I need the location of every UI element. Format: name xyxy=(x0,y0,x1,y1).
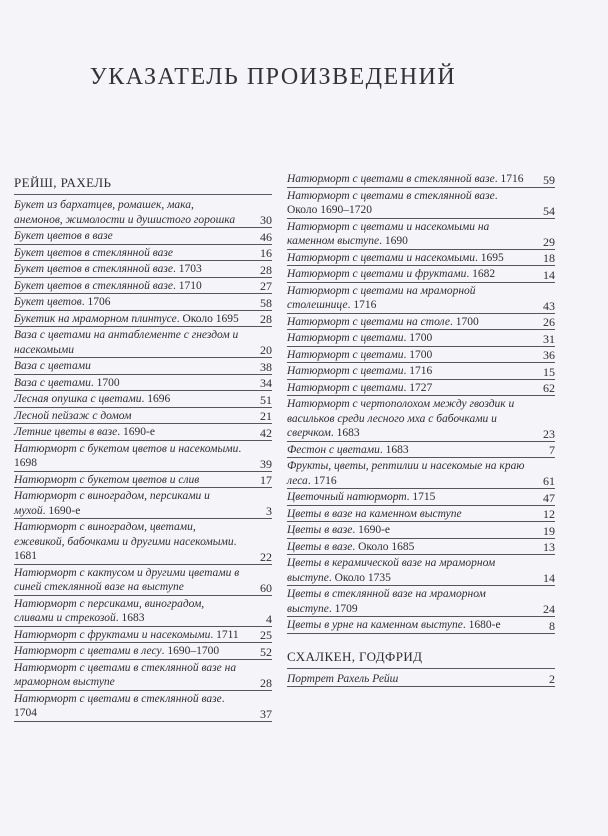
entry-title: Натюрморт с букетом цветов и насекомыми. 1698 xyxy=(14,442,242,469)
entry-title: Натюрморт с цветами в стеклянной вазе. 1716 xyxy=(287,173,524,185)
entry-page-number: 60 xyxy=(260,580,272,595)
entry-page-number: 8 xyxy=(549,618,555,633)
entry-title: Натюрморт с цветами. 1727 xyxy=(287,381,433,394)
entry-title: Натюрморт с фруктами и насекомыми. 1711 xyxy=(14,628,239,641)
right-column xyxy=(287,172,555,688)
entry-page-number: 28 xyxy=(260,262,272,277)
index-entry xyxy=(287,459,555,489)
index-entry xyxy=(287,556,555,586)
entry-page-number: 52 xyxy=(260,644,272,659)
entry-list-left xyxy=(14,198,272,722)
index-entry xyxy=(14,473,272,489)
entry-title: Букет цветов в вазе xyxy=(14,230,113,242)
entry-title: Букет цветов в стеклянной вазе. 1710 xyxy=(14,279,202,292)
entry-title: Портрет Рахель Рейш xyxy=(287,672,399,685)
entry-title: Натюрморт с цветами и фруктами. 1682 xyxy=(287,268,496,280)
entry-page-number: 25 xyxy=(260,628,272,642)
index-entry xyxy=(14,262,272,278)
index-entry xyxy=(287,172,555,188)
index-entry xyxy=(14,198,272,228)
entry-page-number: 36 xyxy=(543,348,555,362)
entry-page-number: 39 xyxy=(260,456,272,471)
index-entry xyxy=(287,397,555,442)
index-entry xyxy=(287,540,555,556)
entry-title: Букет из бархатцев, ромашек, мака, анемонов, жимолости и душистого горошка xyxy=(14,199,236,226)
index-entry xyxy=(14,566,272,596)
entry-page-number: 17 xyxy=(260,473,272,487)
entry-page-number: 15 xyxy=(543,364,555,379)
entry-page-number: 30 xyxy=(260,213,272,227)
index-entry xyxy=(287,251,555,267)
index-entry xyxy=(14,628,272,644)
entry-title: Летние цветы в вазе. 1690-е xyxy=(14,426,155,438)
entry-title: Натюрморт с цветами. 1700 xyxy=(287,332,433,344)
index-entry xyxy=(14,359,272,375)
entry-title: Лесной пейзаж с домом xyxy=(14,409,132,422)
index-entry xyxy=(287,364,555,380)
entry-page-number: 26 xyxy=(543,315,555,329)
entry-page-number: 21 xyxy=(260,409,272,423)
index-entry xyxy=(14,392,272,408)
entry-page-number: 51 xyxy=(260,392,272,407)
index-entry xyxy=(14,229,272,245)
entry-list-right xyxy=(287,172,555,634)
index-entry xyxy=(14,644,272,660)
index-entry xyxy=(287,523,555,539)
index-entry xyxy=(287,587,555,617)
entry-page-number: 24 xyxy=(543,602,555,616)
index-entry xyxy=(14,520,272,565)
index-entry xyxy=(287,189,555,219)
entry-page-number: 29 xyxy=(543,234,555,249)
entry-title: Ваза с цветами на антаблементе с гнездом и насекомыми xyxy=(14,329,239,356)
entry-page-number: 14 xyxy=(543,267,555,282)
entry-title: Цветы в вазе. Около 1685 xyxy=(287,540,415,553)
index-entry xyxy=(287,672,555,688)
entry-title: Букет цветов в стеклянной вазе. 1703 xyxy=(14,263,202,275)
entry-title: Ваза с цветами. 1700 xyxy=(14,376,120,389)
entry-page-number: 47 xyxy=(543,490,555,505)
entry-title: Букет цветов. 1706 xyxy=(14,296,111,308)
entry-title: Натюрморт с цветами и насекомыми. 1695 xyxy=(287,251,504,264)
entry-title: Цветочный натюрморт. 1715 xyxy=(287,491,436,503)
entry-title: Натюрморт с чертополохом между гвоздик и васильков среди лесного мха с бабочками и сверчком. 1683 xyxy=(287,398,515,439)
index-entry xyxy=(14,425,272,441)
index-entry xyxy=(14,312,272,328)
entry-page-number: 16 xyxy=(260,246,272,260)
index-entry xyxy=(14,661,272,691)
entry-page-number: 4 xyxy=(266,611,272,626)
entry-title: Натюрморт с цветами на мраморной столешнице. 1716 xyxy=(287,284,476,311)
index-entry xyxy=(14,409,272,425)
entry-page-number: 43 xyxy=(543,298,555,313)
entry-title: Цветы в урне на каменном выступе. 1680-е xyxy=(287,619,501,631)
entry-title: Цветы в вазе на каменном выступе xyxy=(287,507,462,520)
index-entry xyxy=(287,315,555,331)
entry-title: Натюрморт с виноградом, персиками и мухой. 1690-е xyxy=(14,490,210,517)
entry-title: Натюрморт с цветами. 1716 xyxy=(287,365,433,377)
index-entry xyxy=(287,443,555,459)
entry-page-number: 34 xyxy=(260,376,272,390)
entry-page-number: 58 xyxy=(260,295,272,310)
author-heading-ruysch: РЕЙШ, РАХЕЛЬ xyxy=(14,172,272,195)
entry-title: Натюрморт с цветами в стеклянной вазе на мраморном выступе xyxy=(14,661,237,688)
index-entry xyxy=(287,490,555,506)
entry-page-number: 27 xyxy=(260,279,272,293)
entry-page-number: 13 xyxy=(543,540,555,554)
index-entry xyxy=(287,284,555,314)
entry-page-number: 23 xyxy=(543,426,555,441)
entry-title: Фрукты, цветы, рептилии и насекомые на краю леса. 1716 xyxy=(287,460,525,487)
entry-title: Натюрморт с цветами в стеклянной вазе. Около 1690–1720 xyxy=(287,189,498,216)
entry-page-number: 3 xyxy=(266,504,272,518)
entry-page-number: 54 xyxy=(543,203,555,218)
index-entry xyxy=(14,442,272,472)
entry-title: Цветы в керамической вазе на мраморном выступе. Около 1735 xyxy=(287,557,496,584)
index-entry xyxy=(14,489,272,519)
entry-title: Натюрморт с виноградом, цветами, ежевикой, бабочками и другими насекомыми. 1681 xyxy=(14,521,237,562)
entry-page-number: 61 xyxy=(543,474,555,488)
entry-title: Букет цветов в стеклянной вазе xyxy=(14,246,173,259)
entry-page-number: 18 xyxy=(543,251,555,265)
author-heading-schalcken: СХАЛКЕН, ГОДФРИД xyxy=(287,646,555,669)
entry-title: Натюрморт с букетом цветов и слив xyxy=(14,473,200,486)
entry-title: Цветы в стеклянной вазе на мраморном выступе. 1709 xyxy=(287,588,486,615)
entry-page-number: 42 xyxy=(260,425,272,440)
entry-page-number: 19 xyxy=(543,523,555,538)
left-column xyxy=(14,172,272,723)
entry-title: Ваза с цветами xyxy=(14,360,91,372)
index-entry xyxy=(287,507,555,523)
entry-page-number: 12 xyxy=(543,507,555,521)
entry-title: Букетик на мраморном плинтусе. Около 1695 xyxy=(14,312,239,325)
index-entry xyxy=(14,597,272,627)
entry-title: Цветы в вазе. 1690-е xyxy=(287,524,391,536)
entry-title: Натюрморт с цветами в лесу. 1690–1700 xyxy=(14,645,220,657)
index-entry xyxy=(287,381,555,397)
index-entry xyxy=(14,692,272,722)
entry-page-number: 7 xyxy=(549,443,555,457)
entry-page-number: 31 xyxy=(543,331,555,346)
entry-page-number: 62 xyxy=(543,381,555,395)
entry-title: Натюрморт с персиками, виноградом, сливами и стрекозой. 1683 xyxy=(14,597,205,624)
entry-title: Натюрморт с цветами и насекомыми на каменном выступе. 1690 xyxy=(287,220,490,247)
entry-title: Натюрморт с цветами. 1700 xyxy=(287,348,433,361)
entry-list-schalcken xyxy=(287,672,555,688)
index-entry xyxy=(287,267,555,283)
entry-page-number: 46 xyxy=(260,229,272,244)
entry-title: Натюрморт с цветами в стеклянной вазе. 1704 xyxy=(14,692,225,719)
index-entry xyxy=(287,348,555,364)
index-entry xyxy=(287,618,555,634)
index-entry xyxy=(14,328,272,358)
entry-title: Фестон с цветами. 1683 xyxy=(287,443,409,456)
entry-page-number: 38 xyxy=(260,359,272,374)
entry-page-number: 14 xyxy=(543,571,555,585)
entry-title: Лесная опушка с цветами. 1696 xyxy=(14,393,171,405)
index-entry xyxy=(287,220,555,250)
entry-page-number: 59 xyxy=(543,172,555,187)
index-entry xyxy=(14,295,272,311)
entry-page-number: 28 xyxy=(260,675,272,690)
index-entry xyxy=(14,279,272,295)
entry-page-number: 22 xyxy=(260,549,272,564)
entry-page-number: 20 xyxy=(260,343,272,357)
entry-title: Натюрморт с кактусом и другими цветами в синей стеклянной вазе на выступе xyxy=(14,566,240,593)
entry-page-number: 28 xyxy=(260,312,272,326)
index-entry xyxy=(14,246,272,262)
index-entry xyxy=(287,331,555,347)
entry-title: Натюрморт с цветами на столе. 1700 xyxy=(287,315,479,328)
page-title: УКАЗАТЕЛЬ ПРОИЗВЕДЕНИЙ xyxy=(89,64,457,90)
index-entry xyxy=(14,376,272,392)
entry-page-number: 2 xyxy=(549,672,555,686)
entry-page-number: 37 xyxy=(260,706,272,721)
